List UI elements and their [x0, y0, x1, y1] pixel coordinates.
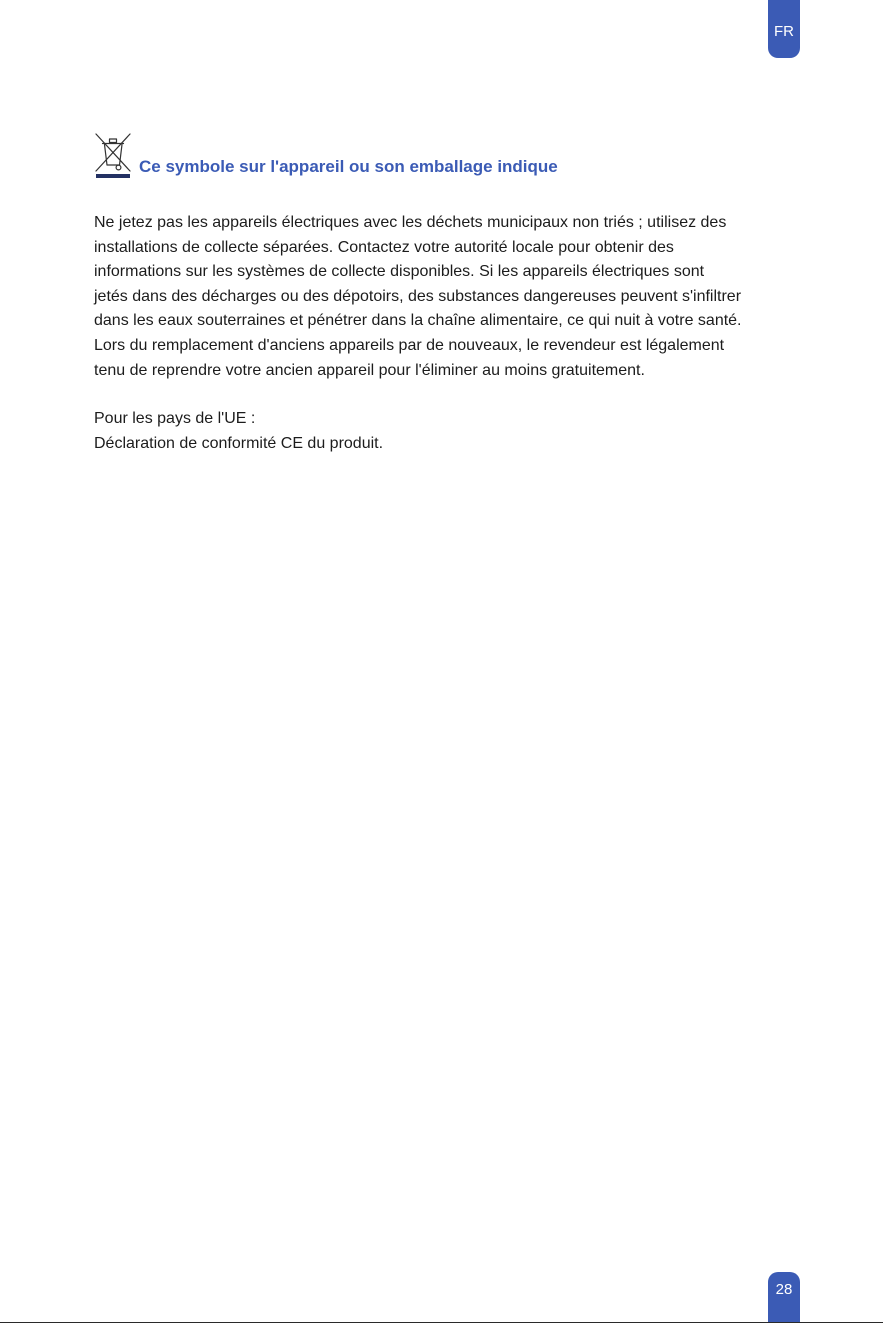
paragraph-line: jetés dans des décharges ou des dépotoirs, des substances dangereuses peuvent s'infiltrer	[94, 287, 742, 305]
paragraph-line: Lors du remplacement d'anciens appareils par de nouveaux, le revendeur est légalement	[94, 336, 725, 354]
paragraph-line: dans les eaux souterraines et pénétrer dans la chaîne alimentaire, ce qui nuit à votre santé.	[94, 312, 742, 330]
page-number: 28	[775, 1281, 793, 1298]
eu-declaration	[94, 407, 804, 456]
disposal-paragraph	[94, 211, 804, 383]
bottom-rule	[0, 1322, 883, 1323]
paragraph-line: installations de collecte séparées. Contactez votre autorité locale pour obtenir des	[94, 238, 674, 256]
crossed-out-wheelie-bin-icon	[94, 132, 132, 179]
ce-declaration-line: Déclaration de conformité CE du produit.	[94, 434, 384, 452]
page-number-tab	[768, 1272, 800, 1322]
language-tab	[768, 0, 800, 58]
language-label: FR	[774, 22, 794, 40]
section-heading: Ce symbole sur l'appareil ou son emballage indique	[139, 157, 558, 176]
eu-countries-line: Pour les pays de l'UE :	[94, 410, 256, 427]
paragraph-line: informations sur les systèmes de collecte disponibles. Si les appareils électriques sont	[94, 263, 705, 281]
paragraph-line: tenu de reprendre votre ancien appareil pour l'éliminer au moins gratuitement.	[94, 361, 645, 379]
paragraph-line: Ne jetez pas les appareils électriques avec les déchets municipaux non triés ; utilisez des	[94, 214, 727, 231]
